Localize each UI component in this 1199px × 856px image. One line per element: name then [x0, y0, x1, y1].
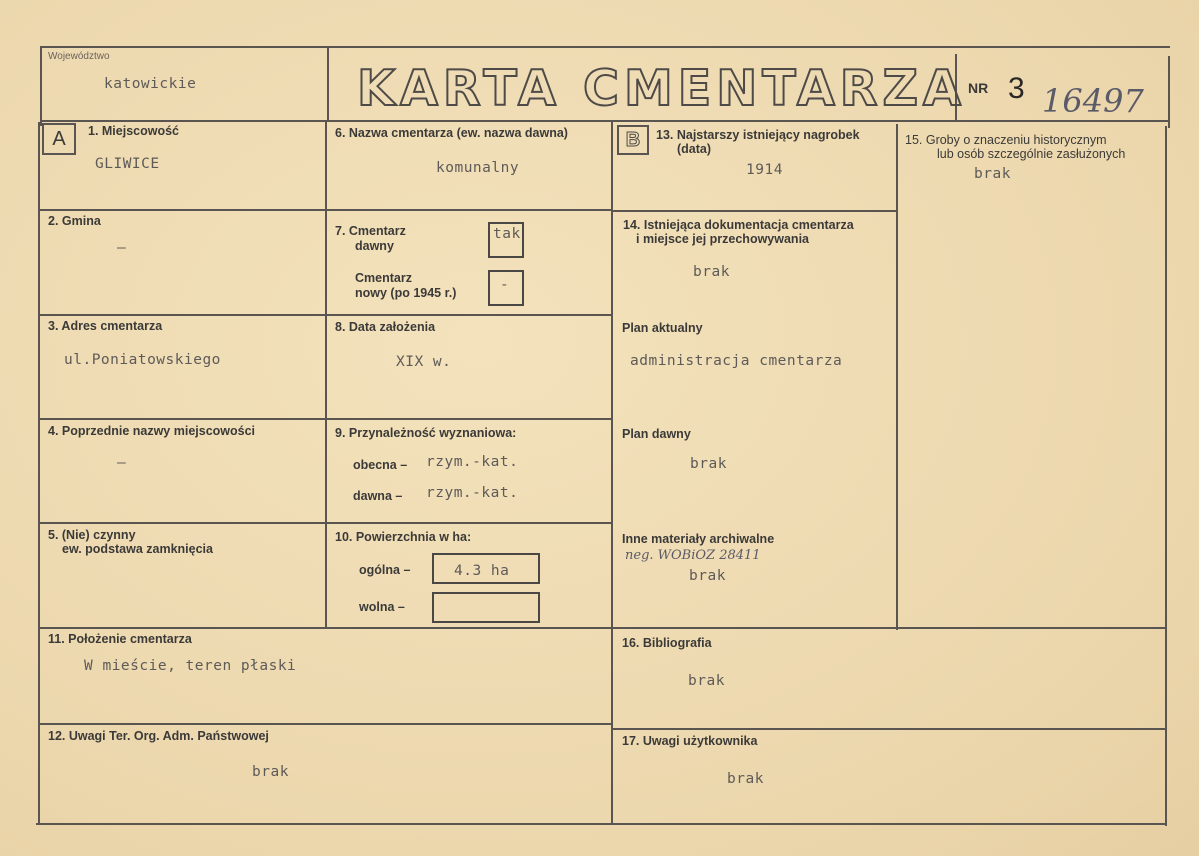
- wojewodztwo-value: katowickie: [104, 76, 197, 92]
- f7-nowy-label-1: Cmentarz: [355, 271, 412, 285]
- inne-handwritten: neg. WOBiOZ 28411: [625, 548, 761, 563]
- row-line-3: [38, 418, 613, 420]
- frame-top: [40, 46, 1170, 48]
- col-divider-1: [325, 120, 327, 628]
- f14-label-1: 14. Istniejąca dokumentacja cmentarza: [623, 218, 854, 232]
- f2-label: 2. Gmina: [48, 214, 101, 228]
- f4-value: —: [117, 455, 127, 471]
- f6-label: 6. Nazwa cmentarza (ew. nazwa dawna): [335, 126, 568, 140]
- f14-value: brak: [693, 264, 730, 280]
- row-line-4: [38, 522, 613, 524]
- f1-value: GLIWICE: [95, 156, 160, 172]
- f13-label-1: 13. Najstarszy istniejący nagrobek: [656, 128, 860, 142]
- f3-value: ul.Poniatowskiego: [64, 352, 221, 368]
- f10-ogolna-label: ogólna –: [359, 563, 411, 577]
- f8-label: 8. Data założenia: [335, 320, 436, 334]
- col-divider-2: [611, 120, 613, 824]
- frame-bottom: [36, 823, 1167, 825]
- row-line-6b: [611, 728, 1167, 730]
- f4-label: 4. Poprzednie nazwy miejscowości: [48, 424, 256, 438]
- frame-left: [38, 122, 40, 824]
- f9-dawna-label: dawna –: [353, 489, 403, 503]
- f15-label-2: lub osób szczególnie zasłużonych: [937, 147, 1126, 161]
- plan-aktualny-value: administracja cmentarza: [630, 353, 843, 369]
- header-bottom-line: [40, 120, 1170, 122]
- section-b-box: B: [617, 125, 649, 155]
- f11-label: 11. Położenie cmentarza: [48, 632, 192, 646]
- f10-wolna-box: [432, 592, 540, 623]
- row-line-6: [38, 723, 613, 725]
- nr-value: 3: [1008, 72, 1025, 105]
- f9-obecna-label: obecna –: [353, 458, 408, 472]
- row-line-2: [38, 314, 613, 316]
- f15-label-1: 15. Groby o znaczeniu historycznym: [905, 133, 1107, 147]
- f9-obecna-value: rzym.-kat.: [426, 454, 519, 470]
- f13-label-2: (data): [677, 142, 712, 156]
- f9-dawna-value: rzym.-kat.: [426, 485, 519, 501]
- nr-handwritten: 16497: [1042, 82, 1144, 120]
- inne-label: Inne materiały archiwalne: [622, 532, 775, 546]
- f10-ogolna-value: 4.3 ha: [454, 563, 510, 579]
- f6-value: komunalny: [436, 160, 520, 176]
- f1-label: 1. Miejscowość: [88, 124, 180, 138]
- f5-label-1: 5. (Nie) czynny: [48, 528, 136, 542]
- f2-value: —: [117, 240, 127, 256]
- f7-nowy-label-2: nowy (po 1945 r.): [355, 286, 457, 300]
- header-divider-1: [327, 46, 329, 122]
- f13-value: 1914: [746, 162, 783, 178]
- f5-label-2: ew. podstawa zamknięcia: [62, 542, 213, 556]
- f14-label-2: i miejsce jej przechowywania: [636, 232, 809, 246]
- f10-wolna-label: wolna –: [359, 600, 405, 614]
- row-line-1: [38, 209, 613, 211]
- frame-right: [1165, 126, 1167, 826]
- section-a-box: A: [42, 123, 76, 155]
- f17-label: 17. Uwagi użytkownika: [622, 734, 758, 748]
- plan-aktualny-label: Plan aktualny: [622, 321, 703, 335]
- f16-value: brak: [688, 673, 725, 689]
- row-line-5: [38, 627, 1167, 629]
- f7-label-1: 7. Cmentarz: [335, 224, 406, 238]
- col-divider-3: [896, 124, 898, 630]
- f10-label: 10. Powierzchnia w ha:: [335, 530, 472, 544]
- nr-label: NR: [968, 80, 989, 96]
- f16-label: 16. Bibliografia: [622, 636, 712, 650]
- f7-dawny-value: tak: [493, 226, 521, 242]
- f9-label: 9. Przynależność wyznaniowa:: [335, 426, 517, 440]
- f12-label: 12. Uwagi Ter. Org. Adm. Państwowej: [48, 729, 269, 743]
- card-title: KARTA CMENTARZA: [357, 60, 966, 117]
- f15-value: brak: [974, 166, 1011, 182]
- f12-value: brak: [252, 764, 289, 780]
- f17-value: brak: [727, 771, 764, 787]
- f7-label-2: dawny: [355, 239, 394, 253]
- f7-nowy-value: -: [500, 277, 510, 293]
- f11-value: W mieście, teren płaski: [84, 658, 297, 674]
- frame-left-top: [40, 46, 42, 126]
- inne-value: brak: [689, 568, 726, 584]
- frame-right-top: [1168, 56, 1170, 128]
- f3-label: 3. Adres cmentarza: [48, 319, 163, 333]
- wojewodztwo-label: Województwo: [48, 51, 110, 62]
- plan-dawny-label: Plan dawny: [622, 427, 691, 441]
- f8-value: XIX w.: [396, 354, 452, 370]
- row-line-b1: [613, 210, 898, 212]
- plan-dawny-value: brak: [690, 456, 727, 472]
